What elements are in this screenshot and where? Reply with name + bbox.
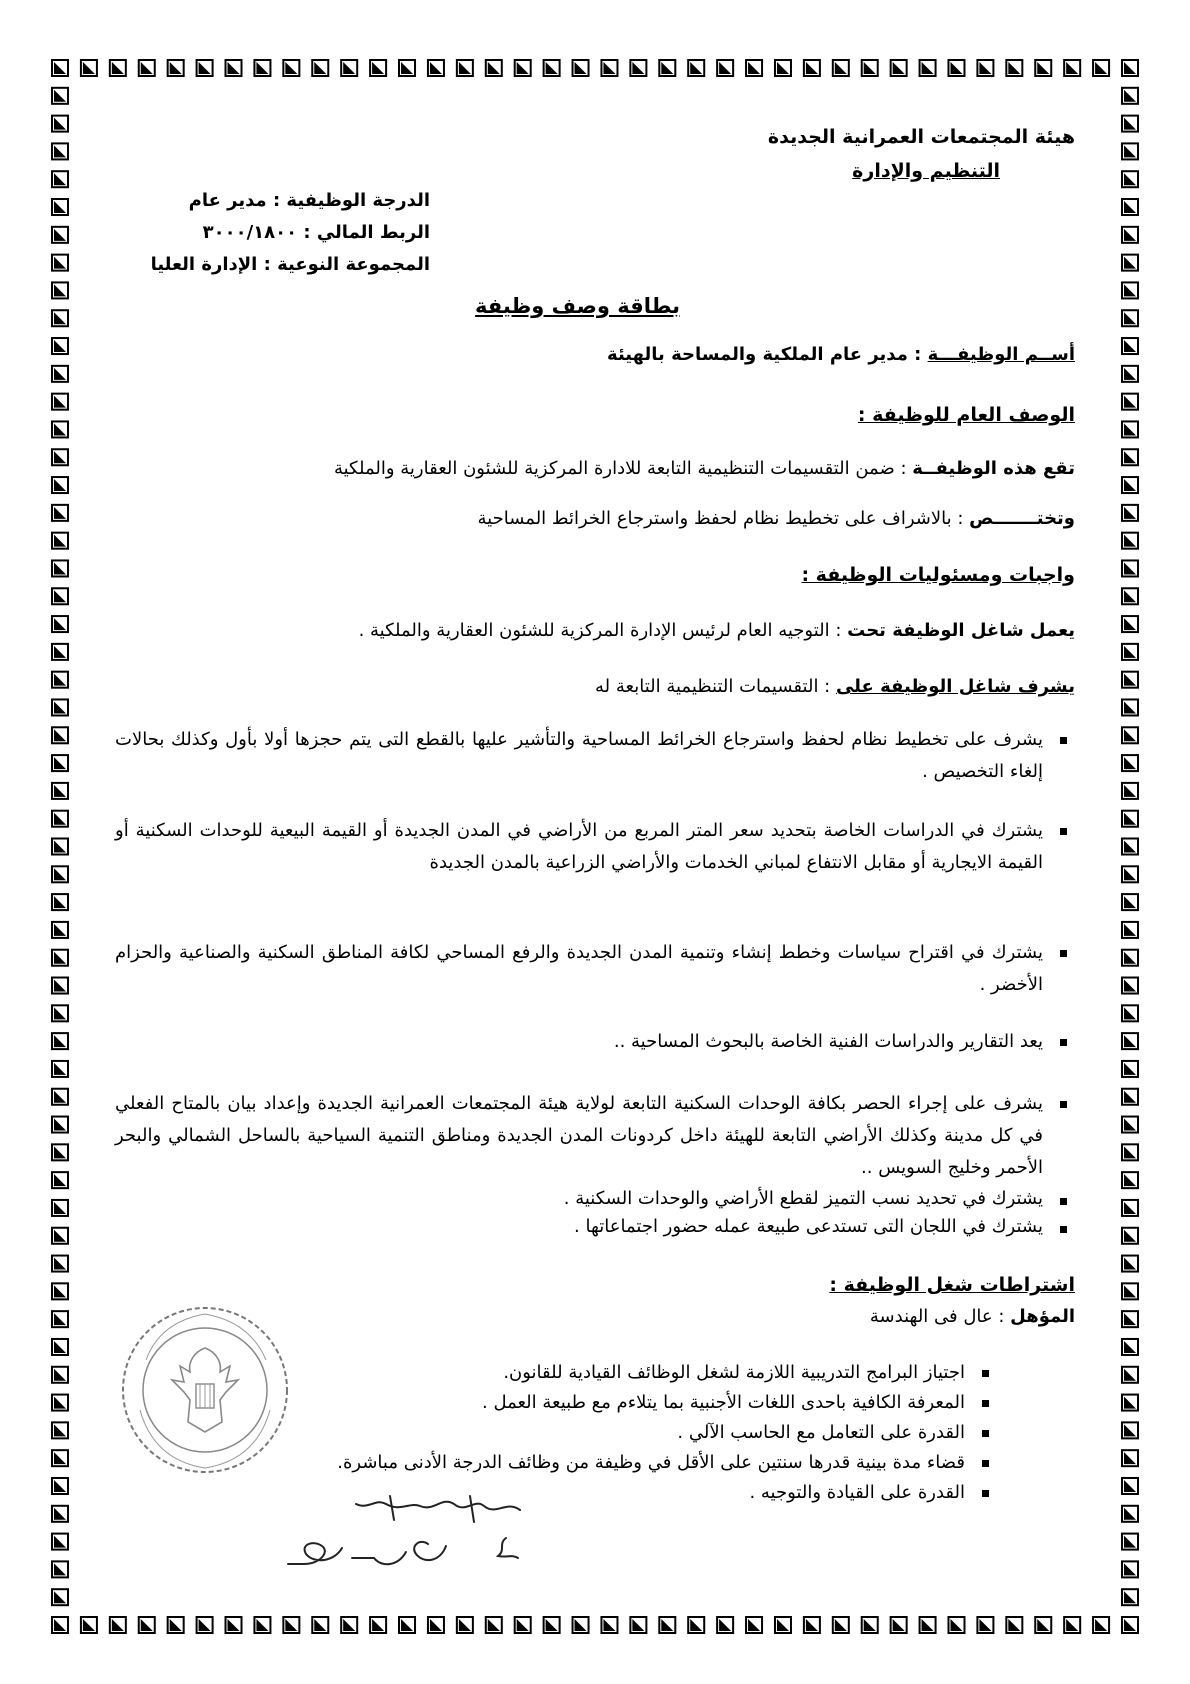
border-tile bbox=[81, 60, 97, 76]
border-tile bbox=[1122, 1617, 1138, 1633]
border-tile bbox=[920, 1617, 936, 1633]
border-tile bbox=[52, 1061, 68, 1077]
border-tile bbox=[1122, 978, 1138, 994]
border-tile bbox=[1122, 1061, 1138, 1077]
located-label: تقع هذه الوظيفــة bbox=[912, 458, 1075, 479]
border-tile bbox=[717, 60, 733, 76]
requirements-heading: اشتراطات شغل الوظيفة : bbox=[829, 1274, 1075, 1296]
works-under-value: : التوجيه العام لرئيس الإدارة المركزية للشئون العقارية والملكية . bbox=[358, 620, 848, 641]
border-tile bbox=[486, 1617, 502, 1633]
border-tile bbox=[833, 60, 849, 76]
border-tile bbox=[1122, 1089, 1138, 1105]
border-tile bbox=[457, 60, 473, 76]
border-tile bbox=[1122, 88, 1138, 104]
border-tile bbox=[52, 1117, 68, 1133]
border-tile bbox=[52, 1395, 68, 1411]
border-tile bbox=[891, 60, 907, 76]
border-tile bbox=[544, 1617, 560, 1633]
border-tile bbox=[52, 505, 68, 521]
border-tile bbox=[1122, 1228, 1138, 1244]
border-tile bbox=[1122, 644, 1138, 660]
border-tile bbox=[1122, 811, 1138, 827]
border-tile bbox=[457, 1617, 473, 1633]
border-tile bbox=[1122, 727, 1138, 743]
border-tile bbox=[1122, 255, 1138, 271]
border-tile bbox=[52, 282, 68, 298]
border-tile bbox=[1122, 227, 1138, 243]
border-tile bbox=[862, 60, 878, 76]
organization-name: هيئة المجتمعات العمرانية الجديدة bbox=[767, 126, 1075, 148]
border-tile bbox=[1006, 1617, 1022, 1633]
border-tile bbox=[52, 894, 68, 910]
border-tile bbox=[110, 1617, 126, 1633]
border-tile bbox=[1122, 60, 1138, 76]
border-tile bbox=[52, 227, 68, 243]
border-tile bbox=[52, 394, 68, 410]
border-tile bbox=[283, 1617, 299, 1633]
border-tile bbox=[1122, 421, 1138, 437]
border-tile bbox=[52, 255, 68, 271]
border-tile bbox=[52, 1144, 68, 1160]
job-grade: الدرجة الوظيفية : مدير عام bbox=[188, 190, 430, 211]
general-description-heading: الوصف العام للوظيفة : bbox=[857, 404, 1075, 426]
border-tile bbox=[746, 60, 762, 76]
border-tile bbox=[515, 60, 531, 76]
border-tile bbox=[601, 60, 617, 76]
border-tile bbox=[1122, 839, 1138, 855]
border-tile bbox=[52, 755, 68, 771]
border-tile bbox=[52, 922, 68, 938]
supervises-value: : التقسيمات التنظيمية التابعة له bbox=[595, 676, 836, 697]
duty-item: يشترك في الدراسات الخاصة بتحديد سعر المتر المربع من الأراضي في المدن الجديدة أو القيمة البيعية للوحدات السكنية أو القيمة الايجارية أو مقابل الانتفاع لمباني الخدمات والأراضي الزراعية بالمدن الجديدة bbox=[115, 815, 1075, 879]
border-tile bbox=[341, 60, 357, 76]
border-tile bbox=[1006, 60, 1022, 76]
border-tile bbox=[1122, 1005, 1138, 1021]
duty-item: يعد التقارير والدراسات الفنية الخاصة بالبحوث المساحية .. bbox=[115, 1026, 1075, 1058]
border-tile bbox=[399, 60, 415, 76]
border-tile bbox=[1122, 1478, 1138, 1494]
border-tile bbox=[52, 88, 68, 104]
border-tile bbox=[1122, 310, 1138, 326]
border-tile bbox=[197, 1617, 213, 1633]
border-tile bbox=[428, 1617, 444, 1633]
border-tile bbox=[52, 1367, 68, 1383]
border-tile bbox=[226, 1617, 242, 1633]
border-tile bbox=[630, 60, 646, 76]
border-tile bbox=[977, 60, 993, 76]
supervises-line bbox=[595, 676, 1075, 697]
specialty-value: : بالاشراف على تخطيط نظام لحفظ واسترجاع الخرائط المساحية bbox=[477, 508, 970, 529]
border-tile bbox=[52, 1283, 68, 1299]
requirement-item: القدرة على التعامل مع الحاسب الآلي . bbox=[215, 1418, 995, 1448]
border-tile bbox=[399, 1617, 415, 1633]
border-tile bbox=[52, 1339, 68, 1355]
border-tile bbox=[1122, 1033, 1138, 1049]
border-tile bbox=[920, 60, 936, 76]
border-tile bbox=[1122, 1506, 1138, 1522]
border-tile bbox=[1064, 1617, 1080, 1633]
border-tile bbox=[1122, 783, 1138, 799]
border-tile bbox=[717, 1617, 733, 1633]
border-tile bbox=[52, 727, 68, 743]
border-tile bbox=[52, 477, 68, 493]
border-tile bbox=[52, 811, 68, 827]
located-value: : ضمن التقسيمات التنظيمية التابعة للادارة المركزية للشئون العقارية والملكية bbox=[333, 458, 913, 479]
border-tile bbox=[52, 366, 68, 382]
border-tile bbox=[1122, 533, 1138, 549]
border-tile bbox=[1122, 505, 1138, 521]
card-title: بطاقة وصف وظيفة bbox=[475, 294, 680, 318]
border-tile bbox=[52, 1228, 68, 1244]
border-tile bbox=[688, 60, 704, 76]
duties-list-1 bbox=[115, 724, 1075, 788]
job-title-line bbox=[607, 344, 1075, 365]
border-tile bbox=[52, 672, 68, 688]
border-tile bbox=[601, 1617, 617, 1633]
border-tile bbox=[1122, 950, 1138, 966]
border-tile bbox=[1122, 1339, 1138, 1355]
border-tile bbox=[1122, 1144, 1138, 1160]
border-tile bbox=[1122, 171, 1138, 187]
border-tile bbox=[948, 60, 964, 76]
border-tile bbox=[52, 421, 68, 437]
handwritten-signature bbox=[270, 1492, 540, 1576]
border-tile bbox=[52, 1089, 68, 1105]
border-tile bbox=[52, 978, 68, 994]
specialty-label: وتختـــــــص bbox=[969, 508, 1075, 529]
border-tile bbox=[948, 1617, 964, 1633]
border-tile bbox=[573, 1617, 589, 1633]
border-tile bbox=[1122, 1395, 1138, 1411]
border-tile bbox=[312, 1617, 328, 1633]
border-tile bbox=[428, 60, 444, 76]
border-tile bbox=[110, 60, 126, 76]
border-tile bbox=[52, 1005, 68, 1021]
border-tile bbox=[1122, 1367, 1138, 1383]
border-tile bbox=[630, 1617, 646, 1633]
border-tile bbox=[52, 699, 68, 715]
border-tile bbox=[52, 950, 68, 966]
qualification-line bbox=[870, 1306, 1075, 1327]
duty-item: يشترك في اقتراح سياسات وخطط إنشاء وتنمية المدن الجديدة والرفع المساحي لكافة المناطق السكنية والصناعية والحزام الأخضر . bbox=[115, 937, 1075, 1001]
duty-item: يشترك في اللجان التى تستدعى طبيعة عمله حضور اجتماعاتها . bbox=[115, 1213, 1075, 1241]
duty-item: يشترك في تحديد نسب التميز لقطع الأراضي والوحدات السكنية . bbox=[115, 1185, 1075, 1213]
job-title-value: : مدير عام الملكية والمساحة بالهيئة bbox=[607, 344, 928, 365]
border-tile bbox=[312, 60, 328, 76]
duties-list-6 bbox=[115, 1185, 1075, 1241]
works-under-line bbox=[359, 620, 1075, 641]
border-tile bbox=[52, 1256, 68, 1272]
border-tile bbox=[573, 60, 589, 76]
border-tile bbox=[1093, 1617, 1109, 1633]
border-tile bbox=[52, 644, 68, 660]
border-tile bbox=[1122, 1534, 1138, 1550]
border-tile bbox=[370, 60, 386, 76]
border-tile bbox=[52, 171, 68, 187]
duties-list-4 bbox=[115, 1026, 1075, 1058]
border-tile bbox=[1122, 366, 1138, 382]
border-tile bbox=[515, 1617, 531, 1633]
border-tile bbox=[804, 1617, 820, 1633]
border-tile bbox=[1122, 1172, 1138, 1188]
border-tile bbox=[1122, 699, 1138, 715]
duties-list-5 bbox=[115, 1088, 1075, 1184]
border-tile bbox=[659, 1617, 675, 1633]
border-tile bbox=[226, 60, 242, 76]
border-tile bbox=[1122, 1311, 1138, 1327]
border-tile bbox=[52, 588, 68, 604]
border-tile bbox=[1122, 199, 1138, 215]
job-group: المجموعة النوعية : الإدارة العليا bbox=[150, 254, 430, 275]
border-tile bbox=[1122, 116, 1138, 132]
border-tile bbox=[52, 1422, 68, 1438]
border-tile bbox=[52, 1589, 68, 1605]
border-tile bbox=[52, 199, 68, 215]
duty-item: يشرف على إجراء الحصر بكافة الوحدات السكنية التابعة لولاية هيئة المجتمعات العمرانية الجديدة وإعداد بيان بالمتاح الفعلي في كل مدينة وكذلك الأراضي التابعة للهيئة داخل كردونات المدن الجديدة ومناطق التنمية السياحية بالساحل الشمالي والبحر الأحمر وخليج السويس .. bbox=[115, 1088, 1075, 1184]
border-tile bbox=[833, 1617, 849, 1633]
salary-range: الربط المالي : ٣٠٠٠/١٨٠٠ bbox=[202, 222, 430, 243]
border-tile bbox=[52, 310, 68, 326]
border-tile bbox=[1122, 755, 1138, 771]
requirement-item: اجتياز البرامج التدريبية اللازمة لشغل الوظائف القيادية للقانون. bbox=[215, 1358, 995, 1388]
border-tile bbox=[341, 1617, 357, 1633]
supervises-label: يشرف شاغل الوظيفة على bbox=[835, 676, 1075, 697]
border-tile bbox=[775, 1617, 791, 1633]
border-tile bbox=[1122, 1450, 1138, 1466]
works-under-label: يعمل شاغل الوظيفة تحت bbox=[847, 620, 1075, 641]
border-tile bbox=[52, 1172, 68, 1188]
qualification-label: المؤهل bbox=[1010, 1306, 1075, 1327]
border-tile bbox=[254, 1617, 270, 1633]
border-tile bbox=[52, 1617, 68, 1633]
border-tile bbox=[139, 1617, 155, 1633]
border-tile bbox=[52, 143, 68, 159]
border-tile bbox=[52, 1033, 68, 1049]
border-tile bbox=[52, 533, 68, 549]
border-tile bbox=[1122, 1283, 1138, 1299]
requirement-item: المعرفة الكافية باحدى اللغات الأجنبية بما يتلاءم مع طبيعة العمل . bbox=[215, 1388, 995, 1418]
border-tile bbox=[283, 60, 299, 76]
border-tile bbox=[1122, 616, 1138, 632]
border-tile bbox=[370, 1617, 386, 1633]
border-tile bbox=[52, 616, 68, 632]
border-tile bbox=[139, 60, 155, 76]
border-tile bbox=[52, 783, 68, 799]
border-tile bbox=[52, 560, 68, 576]
border-tile bbox=[1035, 1617, 1051, 1633]
border-tile bbox=[52, 1534, 68, 1550]
border-tile bbox=[1122, 394, 1138, 410]
border-tile bbox=[486, 60, 502, 76]
duties-list-3 bbox=[115, 937, 1075, 1001]
border-tile bbox=[52, 60, 68, 76]
duty-item: يشرف على تخطيط نظام لحفظ واسترجاع الخرائط المساحية والتأشير عليها بالقطع التى يتم حجزها أولا بأول وكذلك بحالات إلغاء التخصيص . bbox=[115, 724, 1075, 788]
border-tile bbox=[254, 60, 270, 76]
duties-heading: واجبات ومسئوليات الوظيفة : bbox=[801, 564, 1075, 586]
border-tile bbox=[1122, 588, 1138, 604]
requirements-list bbox=[215, 1358, 995, 1508]
border-tile bbox=[52, 866, 68, 882]
border-tile bbox=[977, 1617, 993, 1633]
border-tile bbox=[862, 1617, 878, 1633]
border-tile bbox=[1122, 282, 1138, 298]
border-tile bbox=[1122, 922, 1138, 938]
border-tile bbox=[52, 1311, 68, 1327]
border-tile bbox=[1122, 672, 1138, 688]
border-tile bbox=[688, 1617, 704, 1633]
department-name: التنظيم والإدارة bbox=[852, 160, 1000, 182]
located-line bbox=[334, 458, 1075, 479]
border-tile bbox=[746, 1617, 762, 1633]
border-tile bbox=[1122, 1200, 1138, 1216]
duties-list-2 bbox=[115, 815, 1075, 879]
border-tile bbox=[1064, 60, 1080, 76]
border-tile bbox=[81, 1617, 97, 1633]
border-tile bbox=[168, 1617, 184, 1633]
border-tile bbox=[1122, 1589, 1138, 1605]
border-tile bbox=[52, 1561, 68, 1577]
border-tile bbox=[775, 60, 791, 76]
border-tile bbox=[1122, 338, 1138, 354]
border-tile bbox=[1122, 1561, 1138, 1577]
border-tile bbox=[1122, 477, 1138, 493]
border-tile bbox=[52, 839, 68, 855]
qualification-value: : عال فى الهندسة bbox=[869, 1306, 1011, 1327]
border-tile bbox=[1122, 894, 1138, 910]
border-tile bbox=[804, 60, 820, 76]
border-tile bbox=[52, 338, 68, 354]
border-tile bbox=[1122, 1422, 1138, 1438]
border-tile bbox=[1122, 143, 1138, 159]
border-tile bbox=[1122, 449, 1138, 465]
specialty-line bbox=[478, 508, 1075, 529]
border-tile bbox=[1122, 1117, 1138, 1133]
border-tile bbox=[52, 1506, 68, 1522]
requirement-item: القدرة على القيادة والتوجيه . bbox=[215, 1478, 995, 1508]
official-seal bbox=[110, 1300, 300, 1480]
border-tile bbox=[1093, 60, 1109, 76]
border-tile bbox=[52, 116, 68, 132]
border-tile bbox=[197, 60, 213, 76]
border-tile bbox=[1122, 1256, 1138, 1272]
border-tile bbox=[168, 60, 184, 76]
job-title-label: أســم الوظيفـــة bbox=[927, 344, 1075, 365]
border-tile bbox=[52, 1200, 68, 1216]
border-tile bbox=[1035, 60, 1051, 76]
border-tile bbox=[52, 1450, 68, 1466]
border-tile bbox=[52, 1478, 68, 1494]
border-tile bbox=[1122, 560, 1138, 576]
border-tile bbox=[544, 60, 560, 76]
requirement-item: قضاء مدة بينية قدرها سنتين على الأقل في وظيفة من وظائف الدرجة الأدنى مباشرة. bbox=[215, 1448, 995, 1478]
border-tile bbox=[891, 1617, 907, 1633]
border-tile bbox=[52, 449, 68, 465]
border-tile bbox=[1122, 866, 1138, 882]
border-tile bbox=[659, 60, 675, 76]
